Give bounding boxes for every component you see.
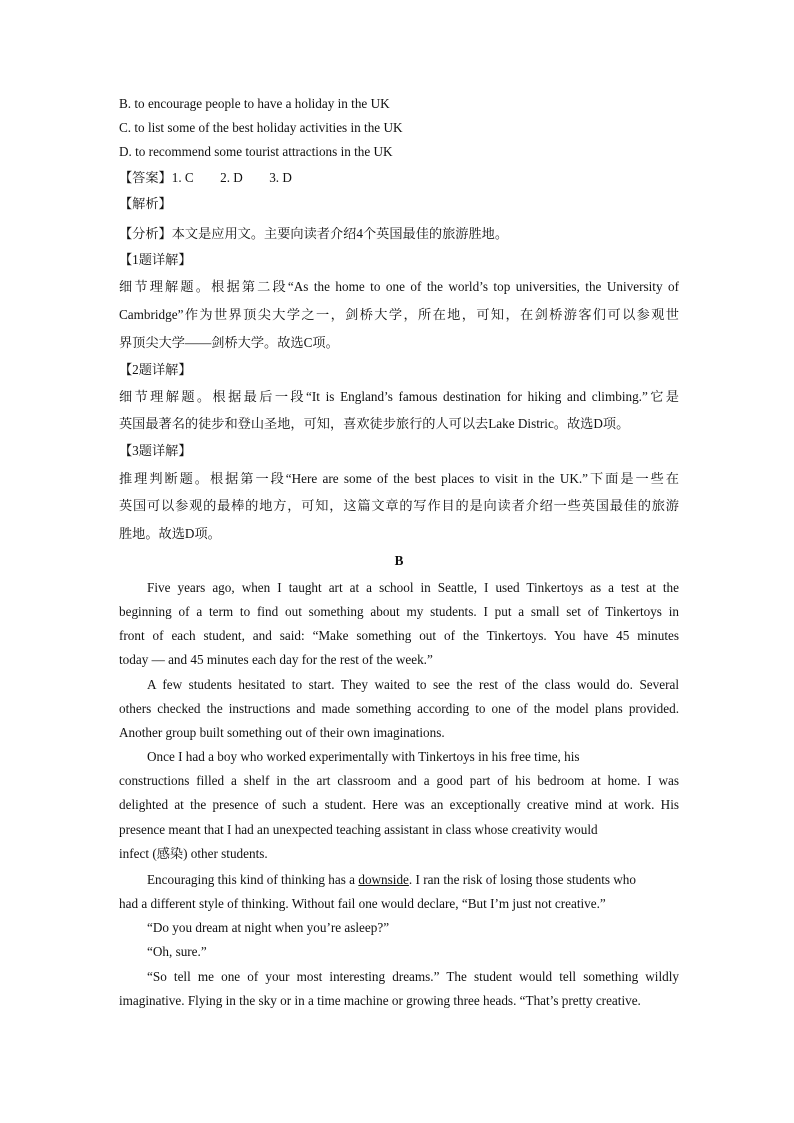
passage-line: presence meant that I had an unexpected teaching assistant in class whose creativity would [119, 822, 598, 837]
option-b: B. to encourage people to have a holiday in the UK [119, 96, 390, 111]
q2-line: 细节理解题。根据最后一段“It is England’s famous destination for hiking and climbing.”它是 [119, 389, 679, 404]
dialogue-line: “Do you dream at night when you’re asleep?” [147, 920, 390, 935]
q3-heading: 【3题详解】 [119, 443, 192, 458]
q2-heading: 【2题详解】 [119, 362, 192, 377]
q1-line: 细节理解题。根据第二段“As the home to one of the world’s top universities, the University of [119, 279, 679, 294]
p4-rest: . I ran the risk of losing those students who [408, 872, 636, 887]
passage-line: infect (感染) other students. [119, 846, 268, 861]
option-d: D. to recommend some tourist attractions in the UK [119, 144, 393, 159]
passage-line-downside [147, 872, 679, 888]
passage-line: Another group built something out of their own imaginations. [119, 725, 445, 740]
q3-line: 胜地。故选D项。 [119, 526, 221, 541]
passage-line: “So tell me one of your most interesting dreams.” The student would tell something wildly [147, 969, 679, 984]
q1-line: 界顶尖大学——剑桥大学。故选C项。 [119, 335, 339, 350]
passage-line: constructions filled a shelf in the art classroom and a good part of his bedroom at home. I was [119, 773, 679, 788]
dialogue-line: “Oh, sure.” [147, 944, 207, 959]
passage-line: Once I had a boy who worked experimentally with Tinkertoys in his free time, his [147, 749, 580, 764]
answer-line: 【答案】1. C 2. D 3. D [119, 170, 292, 185]
passage-line: A few students hesitated to start. They waited to see the rest of the class would do. Several [147, 677, 679, 692]
summary-line: 【分析】本文是应用文。主要向读者介绍4个英国最佳的旅游胜地。 [119, 226, 509, 241]
passage-line: delighted at the presence of such a student. Here was an exceptionally creative mind at work. His [119, 797, 679, 812]
passage-line: beginning of a term to find out something about my students. I put a small set of Tinkertoys in [119, 604, 679, 619]
q2-line: 英国最著名的徒步和登山圣地，可知，喜欢徒步旅行的人可以去Lake Distric。故选D项。 [119, 416, 630, 431]
passage-line: imaginative. Flying in the sky or in a time machine or growing three heads. “That’s pretty creative. [119, 993, 641, 1008]
passage-line: front of each student, and said: “Make something out of the Tinkertoys. You have 45 minutes [119, 628, 679, 643]
q1-heading: 【1题详解】 [119, 252, 192, 267]
passage-line: others checked the instructions and made something according to one of the model plans provided. [119, 701, 679, 716]
option-c: C. to list some of the best holiday activities in the UK [119, 120, 403, 135]
analysis-heading: 【解析】 [119, 196, 172, 211]
passage-line: Five years ago, when I taught art at a school in Seattle, I used Tinkertoys as a test at the [147, 580, 679, 595]
q3-line: 英国可以参观的最棒的地方，可知，这篇文章的写作目的是向读者介绍一些英国最佳的旅游 [119, 498, 679, 513]
underlined-word-downside: downside [358, 872, 409, 887]
q3-line: 推理判断题。根据第一段“Here are some of the best places to visit in the UK.”下面是一些在 [119, 471, 679, 486]
section-title: B [394, 553, 404, 568]
passage-line: today — and 45 minutes each day for the rest of the week.” [119, 652, 433, 667]
passage-line: had a different style of thinking. Without fail one would declare, “But I’m just not creative.” [119, 896, 606, 911]
p4-start: Encouraging this kind of thinking has a [147, 872, 359, 887]
q1-line: Cambridge”作为世界顶尖大学之一，剑桥大学，所在地，可知，在剑桥游客们可以参观世 [119, 307, 679, 322]
